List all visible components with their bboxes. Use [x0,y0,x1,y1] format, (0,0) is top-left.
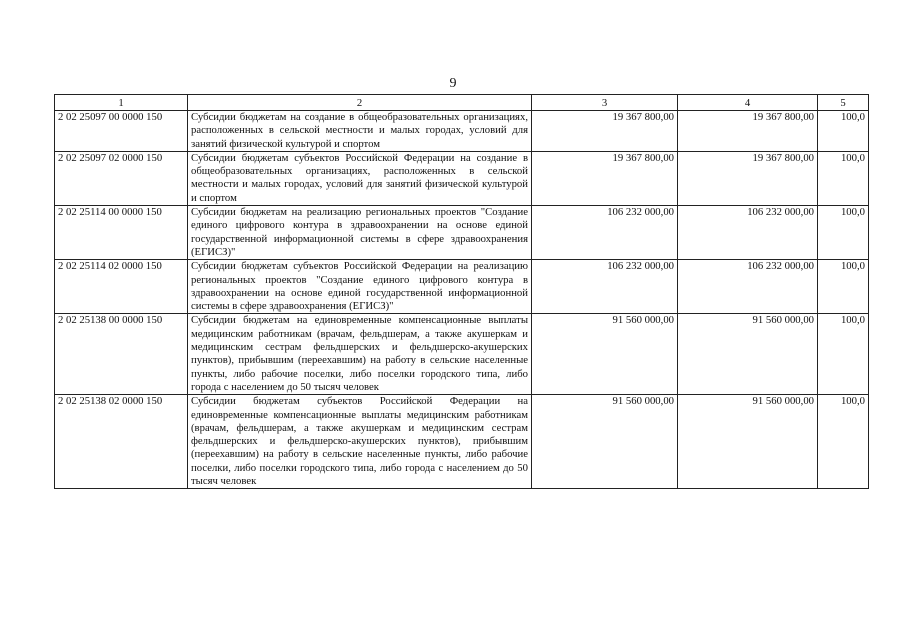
percent-cell: 100,0 [818,314,869,395]
amount-col4-cell: 91 560 000,00 [678,395,818,489]
budget-code-cell: 2 02 25097 00 0000 150 [55,111,188,152]
amount-col3-cell: 106 232 000,00 [532,206,678,260]
table-row [55,151,869,205]
amount-col3-cell: 91 560 000,00 [532,395,678,489]
amount-col3-cell: 19 367 800,00 [532,111,678,152]
column-header-3: 3 [532,95,678,111]
table-header [55,95,869,111]
budget-code-cell: 2 02 25097 02 0000 150 [55,151,188,205]
description-cell: Субсидии бюджетам на единовременные компенсационные выплаты медицинским работникам (врачам, фельдшерам, а также акушеркам и медицинским сестрам фельдшерских и фельдшерско-акушерских пунктов), прибывшим (переехавшим) на работу в сельские населенные пункты, либо рабочие поселки, либо поселки городского типа, либо города с населением до 50 тысяч человек [188,314,532,395]
table-row [55,206,869,260]
description-cell: Субсидии бюджетам субъектов Российской Федерации на создание в общеобразовательных организациях, расположенных в сельской местности и малых городах, условий для занятий физической культурой и спортом [188,151,532,205]
table-row [55,314,869,395]
percent-cell: 100,0 [818,395,869,489]
percent-cell: 100,0 [818,206,869,260]
table-body [55,111,869,489]
percent-cell: 100,0 [818,260,869,314]
amount-col4-cell: 106 232 000,00 [678,206,818,260]
amount-col3-cell: 19 367 800,00 [532,151,678,205]
description-cell: Субсидии бюджетам на реализацию региональных проектов "Создание единого цифрового контура в здравоохранении на основе единой государственной информационной системы в сфере здравоохранения (ЕГИСЗ)" [188,206,532,260]
page-number: 9 [449,76,457,91]
table-row [55,395,869,489]
percent-cell: 100,0 [818,111,869,152]
budget-code-cell: 2 02 25114 00 0000 150 [55,206,188,260]
description-cell: Субсидии бюджетам субъектов Российской Федерации на реализацию региональных проектов "Создание единого цифрового контура в здравоохранении на основе единой государственной информационной системы в сфере здравоохранения (ЕГИСЗ)" [188,260,532,314]
amount-col3-cell: 106 232 000,00 [532,260,678,314]
description-cell: Субсидии бюджетам на создание в общеобразовательных организациях, расположенных в сельской местности и малых городах, условий для занятий физической культурой и спортом [188,111,532,152]
column-header-4: 4 [678,95,818,111]
amount-col4-cell: 91 560 000,00 [678,314,818,395]
column-header-2: 2 [188,95,532,111]
column-header-5: 5 [818,95,869,111]
budget-table [54,94,869,489]
table-row [55,111,869,152]
table-row [55,260,869,314]
amount-col3-cell: 91 560 000,00 [532,314,678,395]
description-cell: Субсидии бюджетам субъектов Российской Федерации на единовременные компенсационные выплаты медицинским работникам (врачам, фельдшерам, а также акушеркам и медицинским сестрам фельдшерских и фельдшерско-акушерских пунктов), прибывшим (переехавшим) на работу в сельские населенные пункты, либо рабочие поселки, либо поселки городского типа, либо города с населением до 50 тысяч человек [188,395,532,489]
budget-code-cell: 2 02 25114 02 0000 150 [55,260,188,314]
header-row [55,95,869,111]
amount-col4-cell: 106 232 000,00 [678,260,818,314]
column-header-1: 1 [55,95,188,111]
percent-cell: 100,0 [818,151,869,205]
budget-code-cell: 2 02 25138 02 0000 150 [55,395,188,489]
amount-col4-cell: 19 367 800,00 [678,111,818,152]
amount-col4-cell: 19 367 800,00 [678,151,818,205]
budget-code-cell: 2 02 25138 00 0000 150 [55,314,188,395]
